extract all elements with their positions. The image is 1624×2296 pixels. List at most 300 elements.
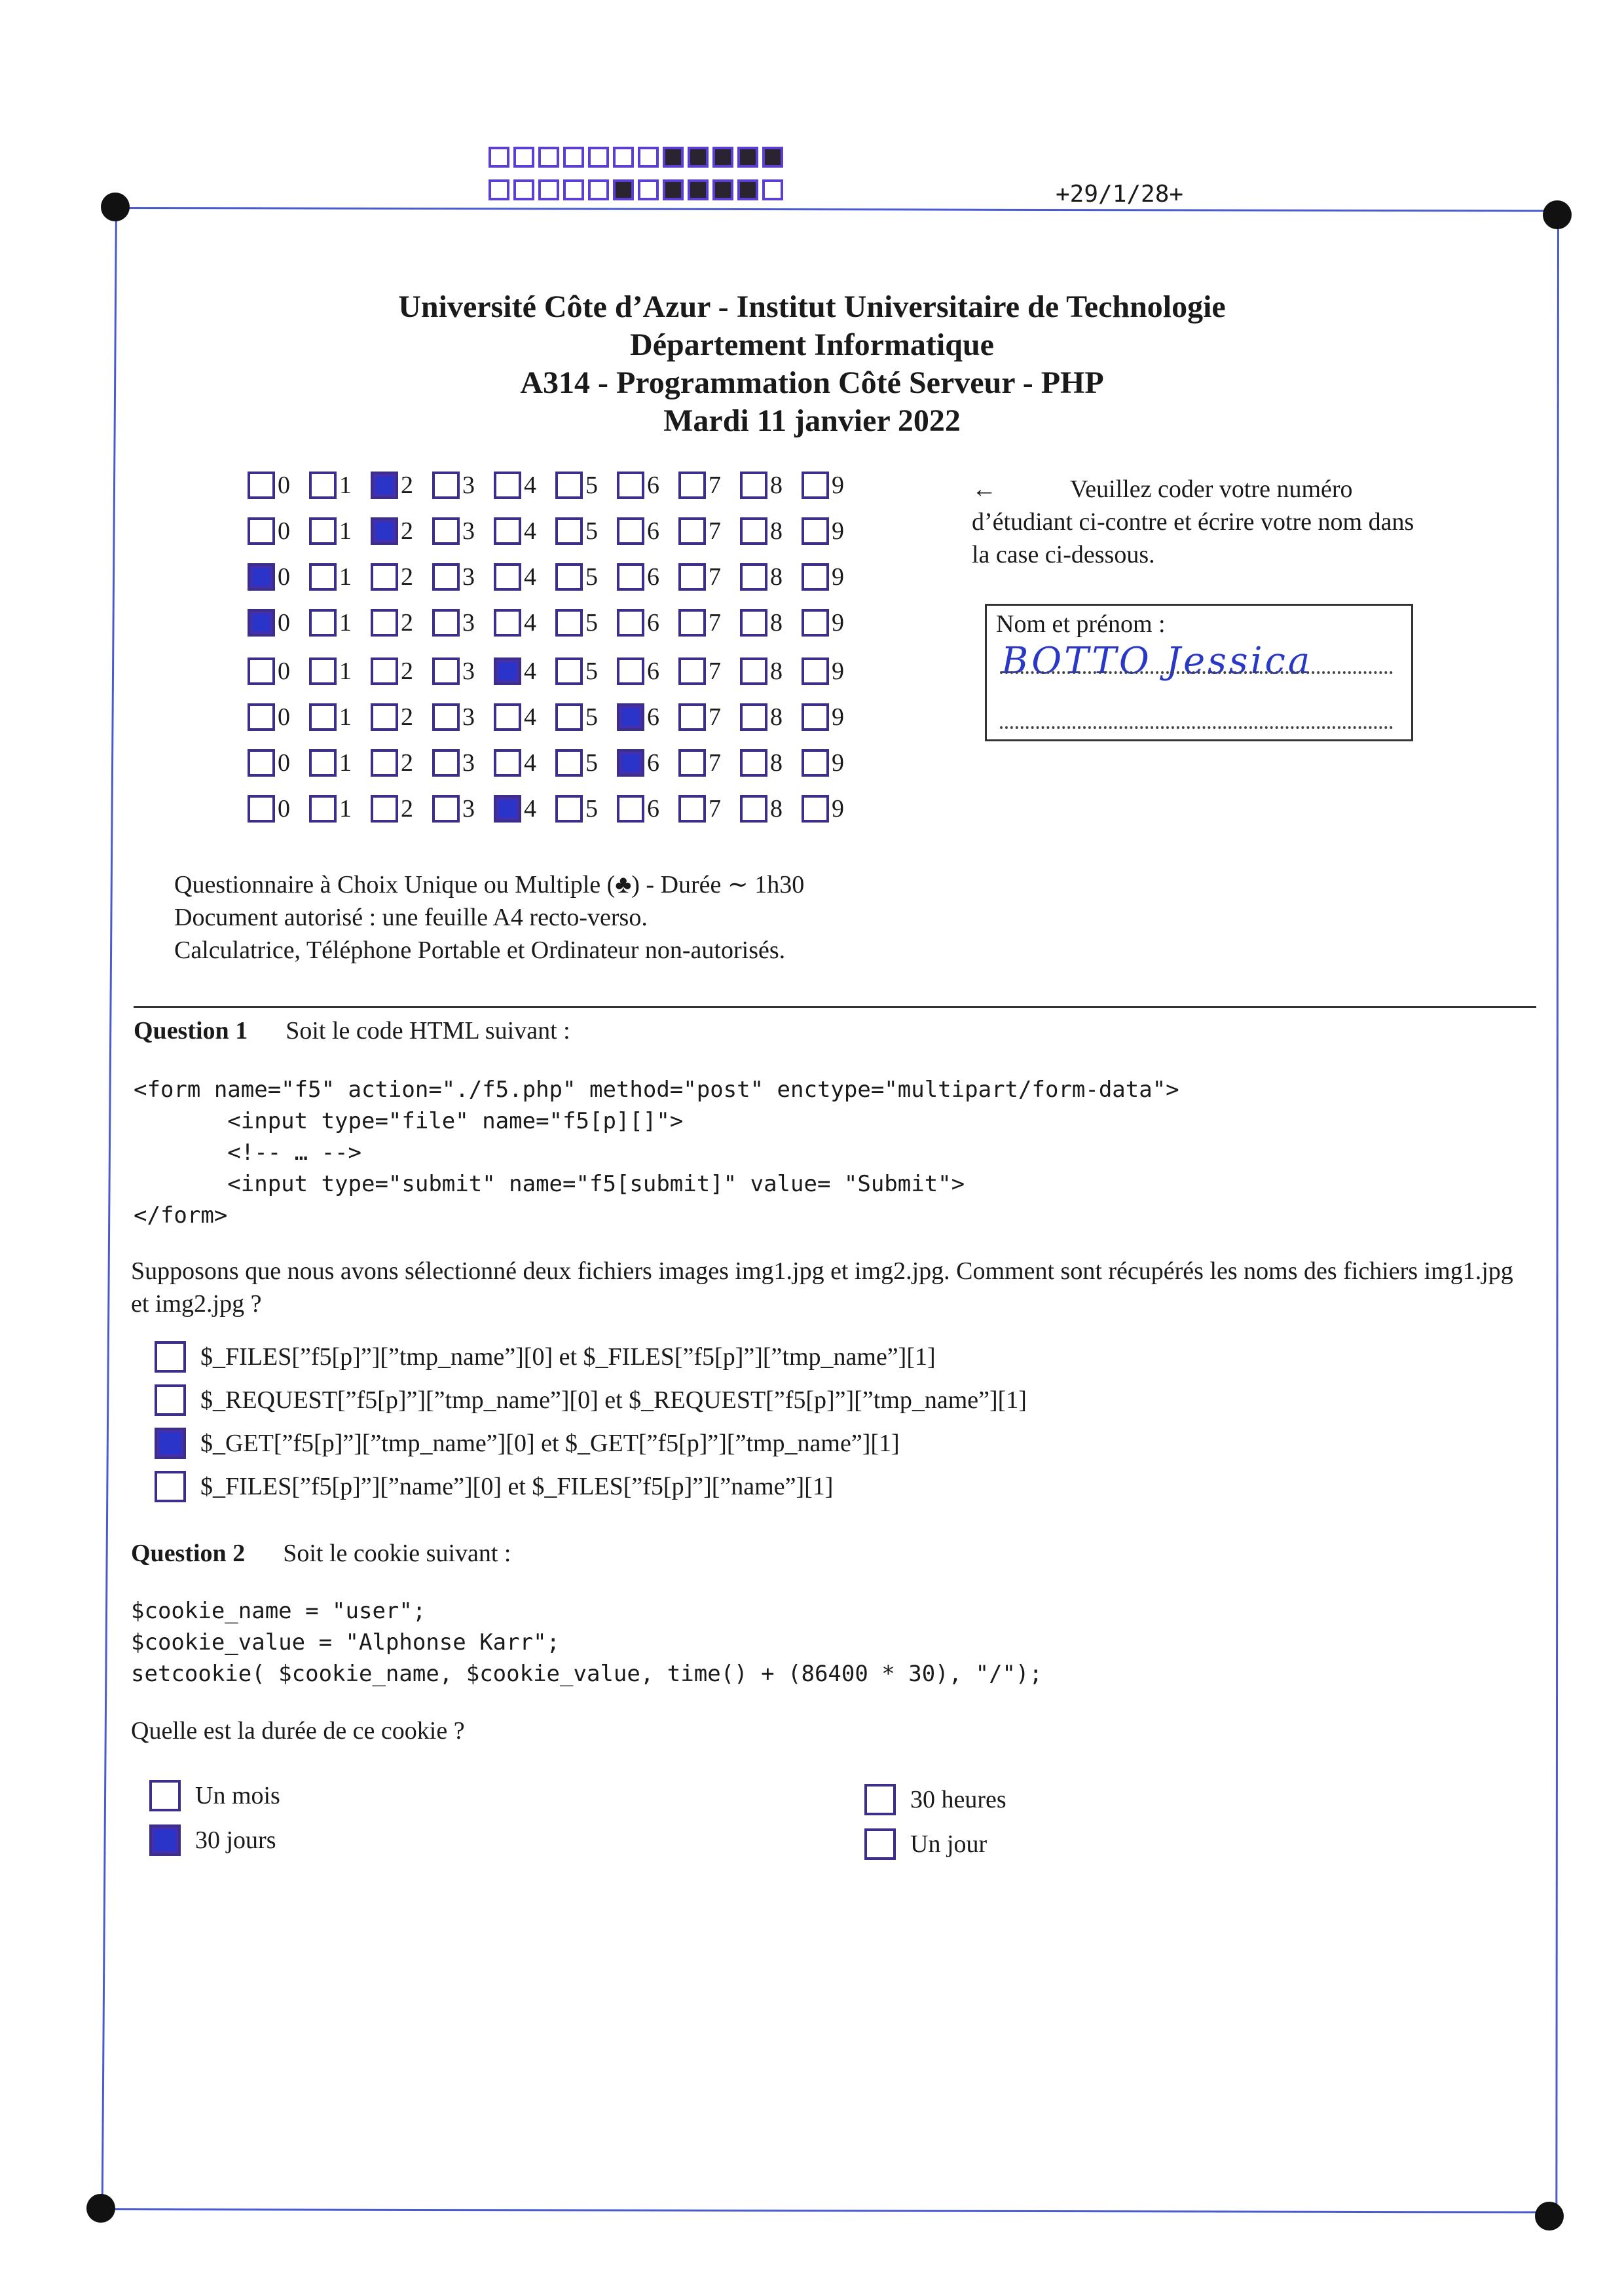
answer-checkbox[interactable] <box>155 1341 186 1373</box>
code-cell <box>688 179 709 200</box>
exam-info-type: Questionnaire à Choix Unique ou Multiple (♣) - Durée ∼ 1h30 <box>174 871 805 898</box>
digit-option[interactable] <box>555 563 617 591</box>
answer-text: $_FILES[”f5[p]”][”tmp_name”][0] et $_FILES[”f5[p]”][”tmp_name”][1] <box>200 1343 936 1371</box>
digit-option[interactable] <box>802 657 863 686</box>
answer-option[interactable] <box>864 1784 1006 1815</box>
question-1-intro: Soit le code HTML suivant : <box>286 1017 570 1045</box>
digit-checkbox[interactable] <box>617 749 644 777</box>
digit-label: 9 <box>832 563 844 591</box>
digit-checkbox[interactable] <box>802 563 829 591</box>
code-cell <box>638 147 659 168</box>
digit-option[interactable] <box>248 657 309 686</box>
digit-label: 2 <box>401 703 413 731</box>
digit-option[interactable] <box>740 703 802 731</box>
digit-option[interactable] <box>617 563 678 591</box>
digit-checkbox[interactable] <box>678 657 706 685</box>
digit-checkbox[interactable] <box>678 472 706 499</box>
digit-checkbox[interactable] <box>432 749 460 777</box>
answer-checkbox[interactable] <box>155 1428 186 1459</box>
frame-right <box>1555 210 1559 2208</box>
digit-checkbox[interactable] <box>678 609 706 637</box>
digit-label: 6 <box>647 657 659 685</box>
digit-checkbox[interactable] <box>555 749 583 777</box>
digit-checkbox[interactable] <box>494 703 521 731</box>
digit-option[interactable] <box>494 657 555 686</box>
digit-checkbox[interactable] <box>740 749 767 777</box>
digit-label: 1 <box>339 795 352 823</box>
digit-option[interactable] <box>555 657 617 686</box>
digit-option[interactable] <box>678 471 740 500</box>
digit-checkbox[interactable] <box>617 703 644 731</box>
digit-checkbox[interactable] <box>494 563 521 591</box>
digit-checkbox[interactable] <box>248 517 275 545</box>
digit-option[interactable] <box>740 563 802 591</box>
divider <box>134 1006 1536 1008</box>
digit-label: 2 <box>401 517 413 545</box>
digit-label: 2 <box>401 749 413 777</box>
digit-option[interactable] <box>248 471 309 500</box>
digit-label: 0 <box>278 703 290 731</box>
student-number-row <box>248 466 863 504</box>
code-cell <box>762 179 783 200</box>
digit-checkbox[interactable] <box>494 749 521 777</box>
digit-label: 6 <box>647 795 659 823</box>
digit-label: 2 <box>401 657 413 685</box>
digit-checkbox[interactable] <box>309 657 337 685</box>
digit-label: 4 <box>524 609 536 637</box>
digit-label: 4 <box>524 703 536 731</box>
exam-header <box>0 288 1624 440</box>
digit-checkbox[interactable] <box>617 657 644 685</box>
digit-option[interactable] <box>617 471 678 500</box>
digit-label: 4 <box>524 795 536 823</box>
code-cell <box>613 179 634 200</box>
digit-label: 7 <box>709 795 721 823</box>
digit-option[interactable] <box>248 749 309 777</box>
digit-label: 7 <box>709 472 721 499</box>
digit-checkbox[interactable] <box>309 609 337 637</box>
digit-checkbox[interactable] <box>555 657 583 685</box>
page-id: +29/1/28+ <box>1056 181 1184 208</box>
code-line: <!-- … --> <box>134 1139 361 1166</box>
digit-label: 6 <box>647 472 659 499</box>
digit-option[interactable] <box>309 703 371 731</box>
student-number-row <box>248 558 863 596</box>
digit-checkbox[interactable] <box>432 795 460 823</box>
digit-option[interactable] <box>248 563 309 591</box>
frame-bottom <box>101 2208 1556 2213</box>
answer-option[interactable] <box>155 1341 936 1373</box>
digit-checkbox[interactable] <box>740 703 767 731</box>
digit-option[interactable] <box>494 794 555 823</box>
digit-label: 4 <box>524 657 536 685</box>
digit-label: 7 <box>709 703 721 731</box>
digit-checkbox[interactable] <box>802 657 829 685</box>
code-cell <box>762 147 783 168</box>
digit-checkbox[interactable] <box>617 795 644 823</box>
digit-option[interactable] <box>555 471 617 500</box>
digit-label: 4 <box>524 749 536 777</box>
digit-option[interactable] <box>678 794 740 823</box>
digit-checkbox[interactable] <box>617 472 644 499</box>
student-number-row <box>248 698 863 736</box>
answer-checkbox[interactable] <box>155 1384 186 1416</box>
digit-label: 3 <box>462 795 475 823</box>
digit-option[interactable] <box>371 749 432 777</box>
digit-option[interactable] <box>802 703 863 731</box>
digit-checkbox[interactable] <box>494 657 521 685</box>
digit-option[interactable] <box>802 749 863 777</box>
answer-text: $_REQUEST[”f5[p]”][”tmp_name”][0] et $_REQUEST[”f5[p]”][”tmp_name”][1] <box>200 1386 1027 1414</box>
digit-option[interactable] <box>309 517 371 546</box>
digit-checkbox[interactable] <box>494 795 521 823</box>
question-2-title <box>131 1539 511 1568</box>
digit-checkbox[interactable] <box>248 795 275 823</box>
digit-checkbox[interactable] <box>371 749 398 777</box>
digit-checkbox[interactable] <box>248 472 275 499</box>
digit-label: 7 <box>709 517 721 545</box>
digit-option[interactable] <box>432 517 494 546</box>
digit-checkbox[interactable] <box>432 609 460 637</box>
digit-checkbox[interactable] <box>309 517 337 545</box>
binary-code-row-1 <box>489 147 787 168</box>
question-2-label: Question 2 <box>131 1540 246 1567</box>
digit-option[interactable] <box>309 563 371 591</box>
digit-checkbox[interactable] <box>248 703 275 731</box>
digit-option[interactable] <box>678 563 740 591</box>
digit-option[interactable] <box>802 471 863 500</box>
digit-checkbox[interactable] <box>494 517 521 545</box>
digit-label: 7 <box>709 749 721 777</box>
code-line: </form> <box>134 1202 228 1229</box>
student-number-row <box>248 744 863 782</box>
digit-option[interactable] <box>678 749 740 777</box>
code-cell <box>588 147 609 168</box>
digit-option[interactable] <box>432 657 494 686</box>
answer-text: $_GET[”f5[p]”][”tmp_name”][0] et $_GET[”f5[p]”][”tmp_name”][1] <box>200 1430 900 1457</box>
digit-label: 8 <box>770 563 783 591</box>
digit-checkbox[interactable] <box>309 795 337 823</box>
digit-label: 8 <box>770 795 783 823</box>
digit-checkbox[interactable] <box>555 703 583 731</box>
code-cell <box>563 179 584 200</box>
binary-code-row-2 <box>489 179 787 200</box>
digit-option[interactable] <box>371 794 432 823</box>
code-cell <box>663 179 684 200</box>
digit-option[interactable] <box>555 749 617 777</box>
code-cell <box>513 179 534 200</box>
digit-label: 5 <box>585 749 598 777</box>
question-1-code <box>134 1074 1179 1231</box>
digit-checkbox[interactable] <box>432 657 460 685</box>
digit-option[interactable] <box>248 608 309 637</box>
digit-checkbox[interactable] <box>371 472 398 499</box>
digit-checkbox[interactable] <box>248 563 275 591</box>
digit-checkbox[interactable] <box>248 657 275 685</box>
digit-label: 5 <box>585 472 598 499</box>
code-cell <box>613 147 634 168</box>
digit-option[interactable] <box>617 703 678 731</box>
digit-checkbox[interactable] <box>555 795 583 823</box>
code-line: setcookie( $cookie_name, $cookie_value, time() + (86400 * 30), "/"); <box>131 1661 1043 1687</box>
digit-checkbox[interactable] <box>555 472 583 499</box>
student-number-row <box>248 790 863 828</box>
digit-label: 3 <box>462 703 475 731</box>
digit-label: 9 <box>832 472 844 499</box>
question-2-intro: Soit le cookie suivant : <box>283 1540 511 1567</box>
question-2-code <box>131 1595 1043 1690</box>
digit-label: 6 <box>647 749 659 777</box>
code-cell <box>489 147 509 168</box>
code-cell <box>712 147 733 168</box>
digit-checkbox[interactable] <box>555 609 583 637</box>
name-box-label: Nom et prénom : <box>996 610 1166 638</box>
digit-option[interactable] <box>617 657 678 686</box>
code-cell <box>513 147 534 168</box>
code-cell <box>712 179 733 200</box>
digit-label: 0 <box>278 517 290 545</box>
digit-option[interactable] <box>555 703 617 731</box>
digit-label: 5 <box>585 563 598 591</box>
digit-checkbox[interactable] <box>248 749 275 777</box>
digit-checkbox[interactable] <box>740 657 767 685</box>
digit-checkbox[interactable] <box>555 563 583 591</box>
digit-checkbox[interactable] <box>371 703 398 731</box>
answer-option[interactable] <box>155 1428 900 1459</box>
digit-label: 0 <box>278 563 290 591</box>
digit-checkbox[interactable] <box>740 609 767 637</box>
answer-checkbox[interactable] <box>155 1471 186 1502</box>
answer-option[interactable] <box>155 1471 833 1502</box>
digit-option[interactable] <box>555 517 617 546</box>
digit-label: 0 <box>278 749 290 777</box>
digit-label: 3 <box>462 563 475 591</box>
digit-option[interactable] <box>494 563 555 591</box>
digit-option[interactable] <box>432 608 494 637</box>
digit-label: 5 <box>585 609 598 637</box>
digit-checkbox[interactable] <box>802 609 829 637</box>
digit-label: 3 <box>462 517 475 545</box>
digit-option[interactable] <box>371 563 432 591</box>
digit-option[interactable] <box>371 608 432 637</box>
code-cell <box>737 179 758 200</box>
digit-option[interactable] <box>617 794 678 823</box>
digit-option[interactable] <box>432 471 494 500</box>
digit-option[interactable] <box>678 703 740 731</box>
answer-text: Un mois <box>195 1782 280 1809</box>
digit-checkbox[interactable] <box>309 703 337 731</box>
instructions <box>972 473 1424 571</box>
answer-checkbox[interactable] <box>149 1780 181 1811</box>
digit-option[interactable] <box>802 563 863 591</box>
digit-checkbox[interactable] <box>802 472 829 499</box>
answer-option[interactable] <box>864 1828 987 1860</box>
digit-checkbox[interactable] <box>678 517 706 545</box>
answer-text: 30 heures <box>910 1786 1006 1813</box>
digit-label: 6 <box>647 517 659 545</box>
digit-label: 3 <box>462 609 475 637</box>
student-number-row <box>248 512 863 550</box>
digit-checkbox[interactable] <box>802 749 829 777</box>
digit-option[interactable] <box>740 749 802 777</box>
header-date: Mardi 11 janvier 2022 <box>663 403 961 438</box>
digit-checkbox[interactable] <box>740 795 767 823</box>
digit-option[interactable] <box>617 608 678 637</box>
digit-checkbox[interactable] <box>802 517 829 545</box>
answer-option[interactable] <box>155 1384 1027 1416</box>
code-cell <box>538 179 559 200</box>
digit-checkbox[interactable] <box>494 472 521 499</box>
digit-option[interactable] <box>555 794 617 823</box>
digit-checkbox[interactable] <box>309 749 337 777</box>
digit-label: 4 <box>524 517 536 545</box>
digit-option[interactable] <box>678 608 740 637</box>
digit-option[interactable] <box>432 794 494 823</box>
code-cell <box>688 147 709 168</box>
digit-option[interactable] <box>371 517 432 546</box>
digit-option[interactable] <box>494 749 555 777</box>
digit-label: 6 <box>647 703 659 731</box>
digit-label: 6 <box>647 563 659 591</box>
digit-option[interactable] <box>309 794 371 823</box>
digit-option[interactable] <box>678 657 740 686</box>
handwritten-name: BOTTO Jessica <box>1001 640 1313 682</box>
digit-option[interactable] <box>740 517 802 546</box>
digit-label: 7 <box>709 563 721 591</box>
digit-label: 5 <box>585 657 598 685</box>
corner-marker-top-right <box>1543 200 1572 229</box>
digit-option[interactable] <box>248 703 309 731</box>
digit-option[interactable] <box>802 517 863 546</box>
digit-label: 1 <box>339 657 352 685</box>
digit-label: 3 <box>462 472 475 499</box>
digit-label: 9 <box>832 749 844 777</box>
digit-checkbox[interactable] <box>432 472 460 499</box>
digit-option[interactable] <box>740 608 802 637</box>
digit-checkbox[interactable] <box>494 609 521 637</box>
digit-checkbox[interactable] <box>617 517 644 545</box>
digit-label: 8 <box>770 472 783 499</box>
digit-label: 1 <box>339 749 352 777</box>
name-dotted-line-2 <box>1000 726 1393 729</box>
digit-checkbox[interactable] <box>309 472 337 499</box>
digit-option[interactable] <box>309 749 371 777</box>
digit-option[interactable] <box>617 517 678 546</box>
digit-checkbox[interactable] <box>617 609 644 637</box>
digit-label: 9 <box>832 609 844 637</box>
digit-label: 1 <box>339 517 352 545</box>
digit-label: 5 <box>585 795 598 823</box>
digit-checkbox[interactable] <box>617 563 644 591</box>
exam-info-documents: Document autorisé : une feuille A4 recto-verso. <box>174 904 648 931</box>
digit-option[interactable] <box>740 794 802 823</box>
digit-checkbox[interactable] <box>802 703 829 731</box>
digit-checkbox[interactable] <box>678 795 706 823</box>
digit-label: 7 <box>709 657 721 685</box>
digit-checkbox[interactable] <box>740 563 767 591</box>
digit-checkbox[interactable] <box>248 609 275 637</box>
digit-option[interactable] <box>248 794 309 823</box>
arrow-left-icon: ← <box>972 475 997 503</box>
digit-option[interactable] <box>494 517 555 546</box>
student-number-row <box>248 604 863 642</box>
answer-option[interactable] <box>149 1824 276 1856</box>
exam-info-devices: Calculatrice, Téléphone Portable et Ordinateur non-autorisés. <box>174 936 786 964</box>
digit-option[interactable] <box>617 749 678 777</box>
code-line: <input type="file" name="f5[p][]"> <box>134 1108 684 1134</box>
frame-left <box>101 207 117 2208</box>
code-line: <form name="f5" action="./f5.php" method="post" enctype="multipart/form-data"> <box>134 1077 1179 1103</box>
digit-option[interactable] <box>432 703 494 731</box>
digit-option[interactable] <box>494 703 555 731</box>
digit-label: 0 <box>278 472 290 499</box>
digit-checkbox[interactable] <box>555 517 583 545</box>
code-cell <box>638 179 659 200</box>
code-cell <box>563 147 584 168</box>
digit-option[interactable] <box>432 749 494 777</box>
digit-checkbox[interactable] <box>432 703 460 731</box>
digit-checkbox[interactable] <box>371 657 398 685</box>
digit-option[interactable] <box>371 471 432 500</box>
digit-checkbox[interactable] <box>432 517 460 545</box>
digit-option[interactable] <box>248 517 309 546</box>
digit-label: 9 <box>832 795 844 823</box>
digit-option[interactable] <box>432 563 494 591</box>
answer-checkbox[interactable] <box>864 1828 896 1860</box>
digit-label: 2 <box>401 795 413 823</box>
digit-label: 8 <box>770 703 783 731</box>
answer-checkbox[interactable] <box>864 1784 896 1815</box>
digit-option[interactable] <box>309 471 371 500</box>
digit-checkbox[interactable] <box>432 563 460 591</box>
digit-option[interactable] <box>371 703 432 731</box>
digit-checkbox[interactable] <box>678 703 706 731</box>
digit-option[interactable] <box>802 608 863 637</box>
digit-checkbox[interactable] <box>678 749 706 777</box>
digit-checkbox[interactable] <box>371 795 398 823</box>
answer-checkbox[interactable] <box>149 1824 181 1856</box>
digit-option[interactable] <box>309 608 371 637</box>
digit-checkbox[interactable] <box>309 563 337 591</box>
name-box[interactable] <box>985 604 1413 741</box>
digit-option[interactable] <box>802 794 863 823</box>
digit-label: 9 <box>832 703 844 731</box>
digit-option[interactable] <box>740 657 802 686</box>
digit-checkbox[interactable] <box>371 563 398 591</box>
digit-label: 9 <box>832 517 844 545</box>
digit-option[interactable] <box>740 471 802 500</box>
answer-option[interactable] <box>149 1780 280 1811</box>
digit-option[interactable] <box>555 608 617 637</box>
code-cell <box>538 147 559 168</box>
corner-marker-top-left <box>101 193 130 221</box>
digit-checkbox[interactable] <box>678 563 706 591</box>
question-1-title <box>134 1016 570 1045</box>
digit-checkbox[interactable] <box>802 795 829 823</box>
digit-option[interactable] <box>494 471 555 500</box>
corner-marker-bottom-left <box>86 2194 115 2223</box>
digit-option[interactable] <box>678 517 740 546</box>
digit-option[interactable] <box>494 608 555 637</box>
digit-checkbox[interactable] <box>740 517 767 545</box>
frame-top <box>115 207 1559 212</box>
digit-option[interactable] <box>309 657 371 686</box>
digit-checkbox[interactable] <box>371 609 398 637</box>
digit-checkbox[interactable] <box>740 472 767 499</box>
digit-checkbox[interactable] <box>371 517 398 545</box>
digit-option[interactable] <box>371 657 432 686</box>
student-number-row <box>248 652 863 690</box>
